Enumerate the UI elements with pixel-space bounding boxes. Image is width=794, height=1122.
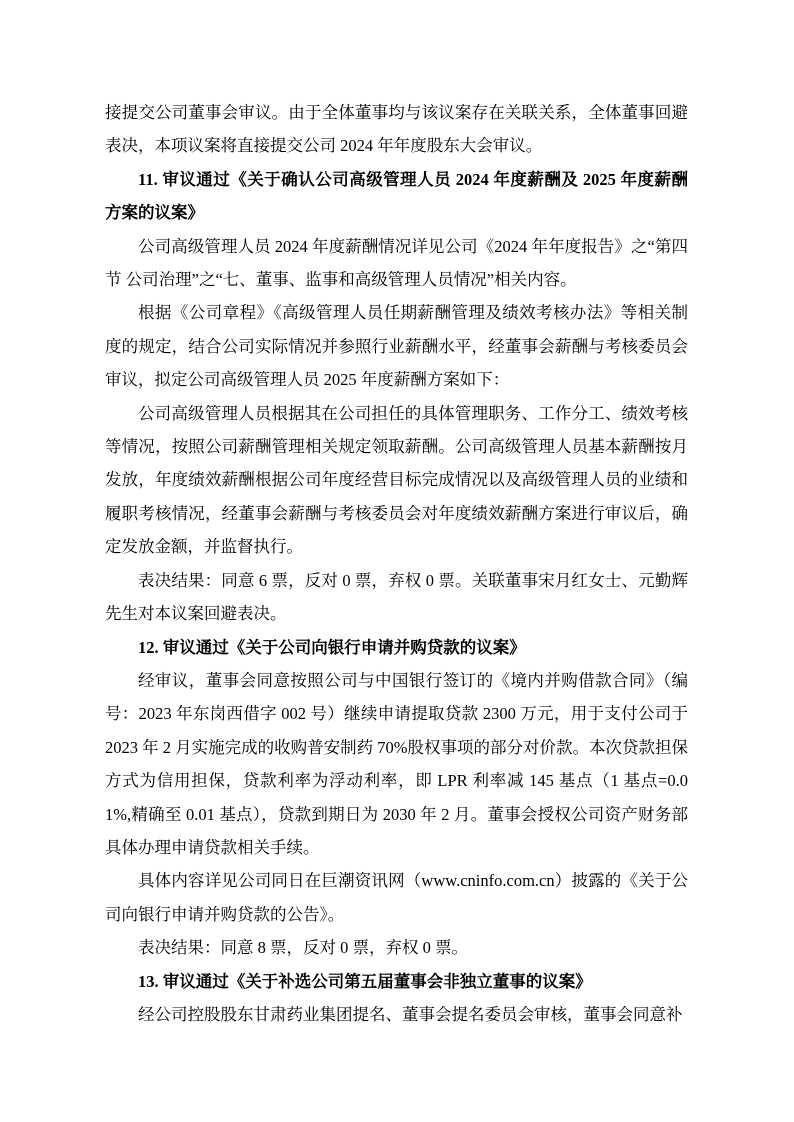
paragraph-item-13-intro: 经公司控股股东甘肃药业集团提名、董事会提名委员会审核，董事会同意补 <box>138 1004 683 1024</box>
paragraph-vote-result-item-12: 表决结果：同意 8 票，反对 0 票，弃权 0 票。 <box>138 938 468 958</box>
paragraph-continuation: 接提交公司董事会审议。由于全体董事均与该议案存在关联关系，全体董事回避表决，本项议案将直接提交公司 2024 年年度股东大会审议。 <box>105 103 688 156</box>
paragraph-salary-reference: 公司高级管理人员 2024 年度薪酬情况详见公司《2024 年年度报告》之“第四节 公司治理”之“七、董事、监事和高级管理人员情况”相关内容。 <box>105 236 688 290</box>
section-heading-item-13: 13. 审议通过《关于补选公司第五届董事会非独立董事的议案》 <box>138 971 592 991</box>
section-heading-item-12: 12. 审议通过《关于公司向银行申请并购贷款的议案》 <box>138 637 526 657</box>
paragraph-salary-basis: 根据《公司章程》《高级管理人员任期薪酬管理及绩效考核办法》等相关制度的规定，结合公司实际情况并参照行业薪酬水平，经董事会薪酬与考核委员会审议，拟定公司高级管理人员 2025 年度薪酬方案如下： <box>105 303 688 390</box>
section-heading-item-11: 11. 审议通过《关于确认公司高级管理人员 2024 年度薪酬及 2025 年度薪酬方案的议案》 <box>105 169 688 223</box>
paragraph-loan-details: 经审议，董事会同意按照公司与中国银行签订的《境内并购借款合同》（编号：2023 年东岗西借字 002 号）继续申请提取贷款 2300 万元，用于支付公司于 2023 年 2 月实施完成的收购普安制药 70%股权事项的部分对价款。本次贷款担保方式为信用担保，贷款利率为浮动利率，即 LPR 利率减 145 基点（1 基点=0.01%,精确至 0.01 基点），贷款到期日为 2030 年 2 月。董事会授权公司资产财务部具体办理申请贷款相关手续。 <box>105 670 688 857</box>
paragraph-loan-disclosure: 具体内容详见公司同日在巨潮资讯网（www.cninfo.com.cn）披露的《关于公司向银行申请并购贷款的公告》。 <box>105 871 688 924</box>
paragraph-salary-plan: 公司高级管理人员根据其在公司担任的具体管理职务、工作分工、绩效考核等情况，按照公司薪酬管理相关规定领取薪酬。公司高级管理人员基本薪酬按月发放，年度绩效薪酬根据公司年度经营目标完成情况以及高级管理人员的业绩和履职考核情况，经董事会薪酬与考核委员会对年度绩效薪酬方案进行审议后，确定发放金额，并监督执行。 <box>105 403 688 557</box>
paragraph-vote-result-item-11: 表决结果：同意 6 票，反对 0 票，弃权 0 票。关联董事宋月红女士、元勤辉先生对本议案回避表决。 <box>105 570 688 624</box>
